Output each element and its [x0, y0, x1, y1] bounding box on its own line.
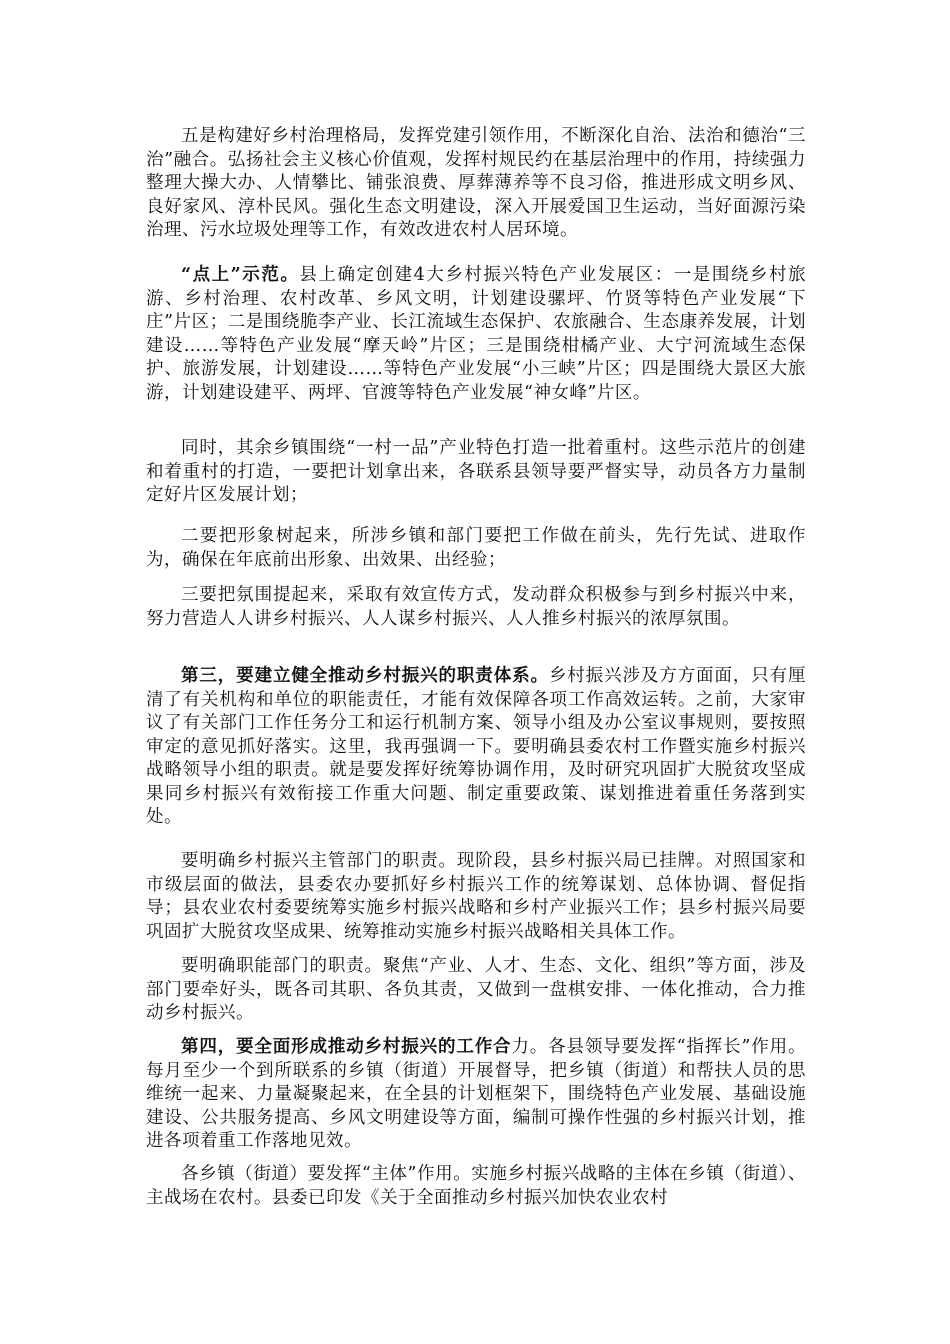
paragraph-text: 二要把形象树起来，所涉乡镇和部门要把工作做在前头，先行先试、进取作为，确保在年底前出形象、出效果、出经验；	[146, 526, 806, 570]
paragraph	[146, 665, 806, 830]
paragraph	[146, 1163, 806, 1210]
paragraph	[146, 525, 806, 572]
paragraph	[146, 955, 806, 1026]
paragraph-text: 各乡镇（街道）要发挥“主体”作用。实施乡村振兴战略的主体在乡镇（街道）、主战场在农村。县委已印发《关于全面推动乡村振兴加快农业农村	[146, 1164, 806, 1208]
paragraph-lead: “点上”示范。	[181, 265, 300, 285]
paragraph	[146, 584, 806, 631]
paragraph	[146, 850, 806, 944]
paragraph	[146, 264, 806, 405]
paragraph-lead: 第三，要建立健全推动乡村振兴的职责体系。	[181, 666, 549, 686]
paragraph	[146, 125, 806, 243]
paragraph-lead: 第四，要全面形成推动乡村振兴的工作合	[181, 1037, 512, 1057]
paragraph	[146, 437, 806, 508]
paragraph-text: 三要把氛围提起来，采取有效宣传方式，发动群众积极参与到乡村振兴中来，努力营造人人讲乡村振兴、人人谋乡村振兴、人人推乡村振兴的浓厚氛围。	[146, 585, 806, 629]
paragraph	[146, 1036, 806, 1154]
paragraph-text: 要明确职能部门的职责。聚焦“产业、人才、生态、文化、组织”等方面，涉及部门要牵好头，既各司其职、各负其责，又做到一盘棋安排、一体化推动，合力推动乡村振兴。	[146, 956, 806, 1023]
paragraph-text: 县上确定创建4大乡村振兴特色产业发展区：一是围绕乡村旅游、乡村治理、农村改革、乡风文明，计划建设骡坪、竹贤等特色产业发展“下庄”片区；二是围绕脆李产业、长江流域生态保护、农旅融合、生态康养发展，计划建设……等特色产业发展“摩天岭”片区；三是围绕柑橘产业、大宁河流域生态保护、旅游发展，计划建设……等特色产业发展“小三峡”片区；四是围绕大景区大旅游，计划建设建平、两坪、官渡等特色产业发展“神女峰”片区。	[146, 265, 806, 403]
paragraph-text: 乡村振兴涉及方方面面，只有厘清了有关机构和单位的职能责任，才能有效保障各项工作高效运转。之前，大家审议了有关部门工作任务分工和运行机制方案、领导小组及办公室议事规则，要按照审定的意见抓好落实。这里，我再强调一下。要明确县委农村工作暨实施乡村振兴战略领导小组的职责。就是要发挥好统筹协调作用，及时研究巩固扩大脱贫攻坚成果同乡村振兴有效衔接工作重大问题、制定重要政策、谋划推进着重任务落到实处。	[146, 666, 807, 827]
paragraph-text: 要明确乡村振兴主管部门的职责。现阶段，县乡村振兴局已挂牌。对照国家和市级层面的做法，县委农办要抓好乡村振兴工作的统筹谋划、总体协调、督促指导；县农业农村委要统筹实施乡村振兴战略和乡村产业振兴工作；县乡村振兴局要巩固扩大脱贫攻坚成果、统筹推动实施乡村振兴战略相关具体工作。	[146, 851, 806, 942]
paragraph-text: 五是构建好乡村治理格局，发挥党建引领作用，不断深化自治、法治和德治“三治”融合。弘扬社会主义核心价值观，发挥村规民约在基层治理中的作用，持续强力整理大操大办、人情攀比、铺张浪费、厚葬薄养等不良习俗，推进形成文明乡风、良好家风、淳朴民风。强化生态文明建设，深入开展爱国卫生运动，当好面源污染治理、污水垃圾处理等工作，有效改进农村人居环境。	[146, 126, 806, 240]
paragraph-text: 力。各县领导要发挥“指挥长”作用。每月至少一个到所联系的乡镇（街道）开展督导，把乡镇（街道）和帮扶人员的思维统一起来、力量凝聚起来，在全县的计划框架下，围绕特色产业发展、基础设施建设、公共服务提高、乡风文明建设等方面，编制可操作性强的乡村振兴计划，推进各项着重工作落地见效。	[146, 1037, 806, 1151]
paragraph-text: 同时，其余乡镇围绕“一村一品”产业特色打造一批着重村。这些示范片的创建和着重村的打造，一要把计划拿出来，各联系县领导要严督实导，动员各方力量制定好片区发展计划；	[146, 438, 806, 505]
